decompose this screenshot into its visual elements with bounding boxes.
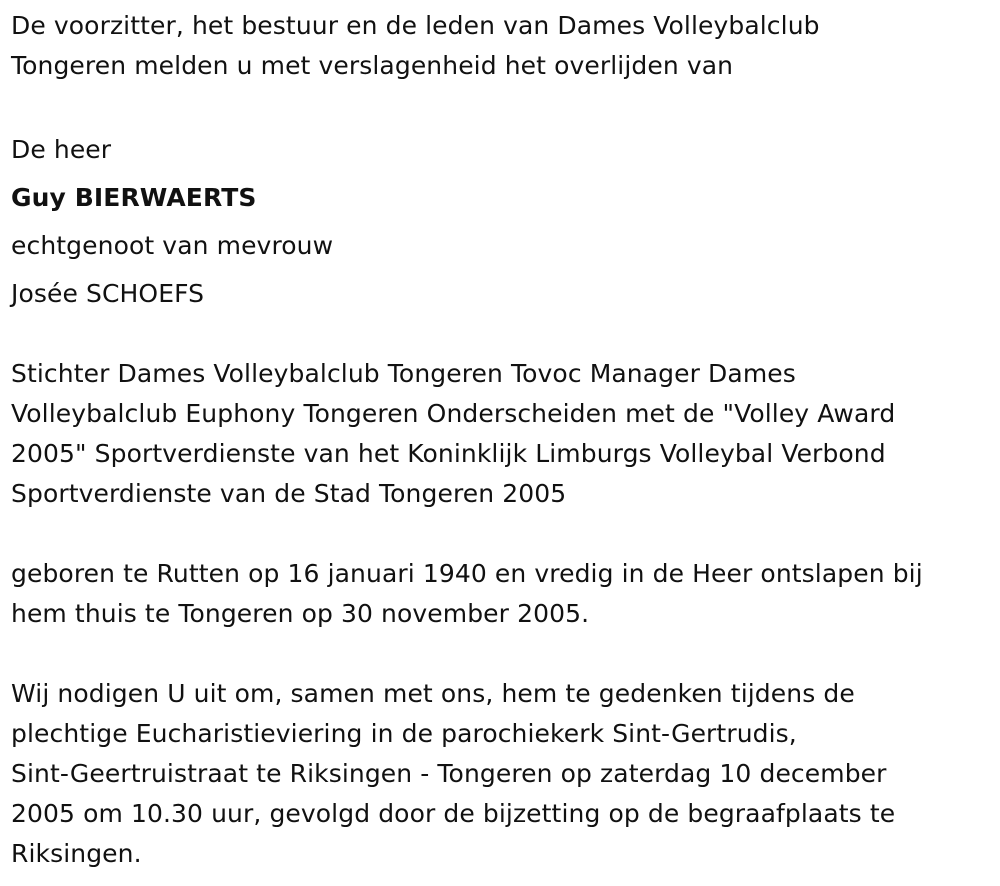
- spouse-name: Josée SCHOEFS: [11, 279, 205, 308]
- birth-death-line: hem thuis te Tongeren op 30 november 2005.: [11, 599, 590, 628]
- achievements-line: Stichter Dames Volleybalclub Tongeren Tovoc Manager Dames: [11, 359, 796, 388]
- achievements-line: Sportverdienste van de Stad Tongeren 2005: [11, 479, 567, 508]
- intro-paragraph: [11, 6, 991, 86]
- honorific: De heer: [11, 135, 112, 164]
- invitation-line: plechtige Eucharistieviering in de parochiekerk Sint-Gertrudis,: [11, 719, 797, 748]
- obituary-notice: [11, 6, 991, 874]
- deceased-block: [11, 126, 991, 318]
- invitation-line: Sint-Geertruistraat te Riksingen - Tongeren op zaterdag 10 december: [11, 759, 887, 788]
- birth-death-line: geboren te Rutten op 16 januari 1940 en vredig in de Heer ontslapen bij: [11, 559, 923, 588]
- achievements-line: Volleybalclub Euphony Tongeren Onderscheiden met de "Volley Award: [11, 399, 896, 428]
- invitation-line: Wij nodigen U uit om, samen met ons, hem te gedenken tijdens de: [11, 679, 855, 708]
- achievements-paragraph: [11, 354, 991, 514]
- spouse-relation: echtgenoot van mevrouw: [11, 231, 334, 260]
- intro-line: Tongeren melden u met verslagenheid het overlijden van: [11, 51, 734, 80]
- invitation-paragraph: [11, 674, 991, 874]
- intro-line: De voorzitter, het bestuur en de leden van Dames Volleybalclub: [11, 11, 820, 40]
- invitation-line: Riksingen.: [11, 839, 142, 868]
- invitation-line: 2005 om 10.30 uur, gevolgd door de bijzetting op de begraafplaats te: [11, 799, 896, 828]
- deceased-name: Guy BIERWAERTS: [11, 183, 257, 212]
- achievements-line: 2005" Sportverdienste van het Koninklijk Limburgs Volleybal Verbond: [11, 439, 886, 468]
- birth-death-paragraph: [11, 554, 991, 634]
